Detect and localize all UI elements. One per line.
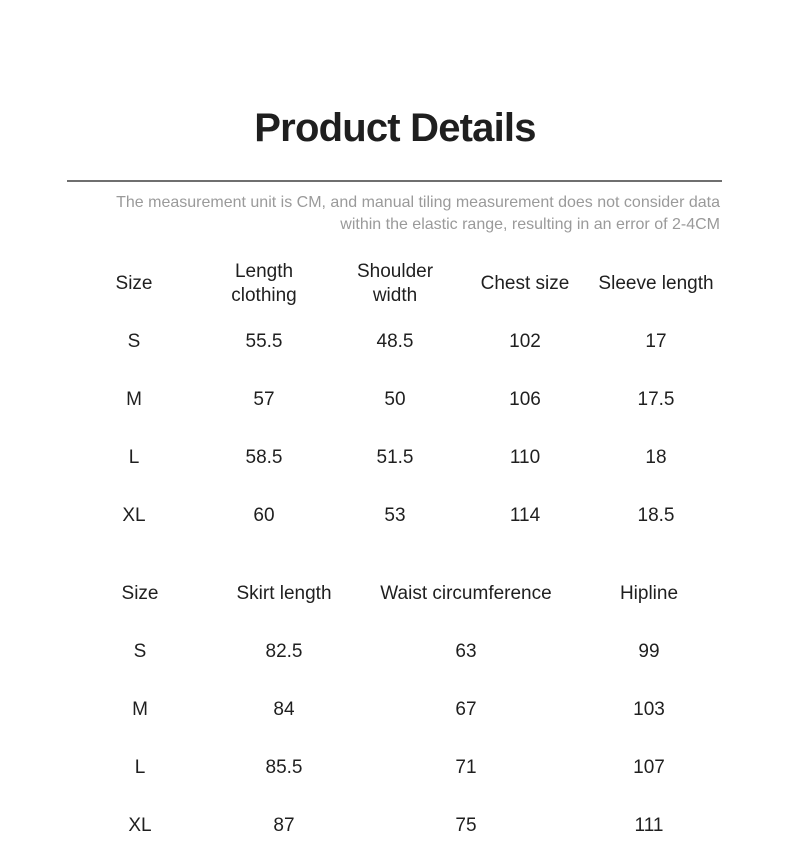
- size-cell: XL: [128, 815, 152, 836]
- size-cell: M: [126, 389, 142, 410]
- hipline-cell: 111: [634, 815, 664, 836]
- skirt-length-cell: 84: [273, 699, 295, 720]
- waist-cell: 63: [455, 641, 477, 662]
- hipline-cell: 107: [633, 757, 665, 778]
- waist-cell: 75: [455, 815, 477, 836]
- skirt-length-cell: 85.5: [265, 757, 303, 778]
- header-waist-circumference: Waist circumference: [380, 583, 552, 604]
- skirt-length-cell: 87: [273, 815, 295, 836]
- table-row: [0, 487, 790, 545]
- skirt-length-cell: 82.5: [265, 641, 303, 662]
- shoulder-cell: 48.5: [376, 331, 414, 352]
- sleeve-cell: 17: [645, 331, 667, 352]
- table-header-row: [0, 255, 790, 313]
- page-title: Product Details: [254, 106, 536, 150]
- chest-cell: 102: [509, 331, 541, 352]
- table-row: [0, 739, 790, 797]
- table-row: [0, 681, 790, 739]
- header-chest-size: Chest size: [480, 273, 570, 294]
- table-row: [0, 623, 790, 681]
- measurement-note: The measurement unit is CM, and manual tiling measurement does not consider data within the elastic range, resulting in an error of 2-4CM: [116, 194, 720, 233]
- length-cell: 58.5: [245, 447, 283, 468]
- table-row: [0, 371, 790, 429]
- chest-cell: 106: [509, 389, 541, 410]
- title-divider: [67, 180, 722, 182]
- hipline-cell: 103: [633, 699, 665, 720]
- size-cell: L: [128, 447, 140, 468]
- sleeve-cell: 18: [645, 447, 667, 468]
- header-hipline: Hipline: [619, 583, 679, 604]
- table-row: [0, 797, 790, 855]
- hipline-cell: 99: [638, 641, 660, 662]
- header-length-clothing: Length clothing: [231, 261, 297, 306]
- chest-cell: 110: [509, 447, 541, 468]
- length-cell: 60: [253, 505, 275, 526]
- table-row: [0, 429, 790, 487]
- length-cell: 55.5: [245, 331, 283, 352]
- size-cell: S: [127, 331, 141, 352]
- length-cell: 57: [253, 389, 275, 410]
- shoulder-cell: 50: [384, 389, 406, 410]
- header-shoulder-width: Shoulder width: [356, 261, 434, 306]
- table-header-row: [0, 565, 790, 623]
- chest-cell: 114: [509, 505, 541, 526]
- sleeve-cell: 18.5: [637, 505, 675, 526]
- size-cell: L: [134, 757, 146, 778]
- table-row: [0, 313, 790, 371]
- sleeve-cell: 17.5: [637, 389, 675, 410]
- size-cell: XL: [122, 505, 146, 526]
- size-cell: M: [132, 699, 148, 720]
- size-cell: S: [133, 641, 147, 662]
- header-size: Size: [121, 583, 159, 604]
- waist-cell: 71: [455, 757, 477, 778]
- header-sleeve-length: Sleeve length: [598, 273, 714, 294]
- shoulder-cell: 53: [384, 505, 406, 526]
- shoulder-cell: 51.5: [376, 447, 414, 468]
- header-skirt-length: Skirt length: [236, 583, 332, 604]
- header-size: Size: [115, 273, 153, 294]
- waist-cell: 67: [455, 699, 477, 720]
